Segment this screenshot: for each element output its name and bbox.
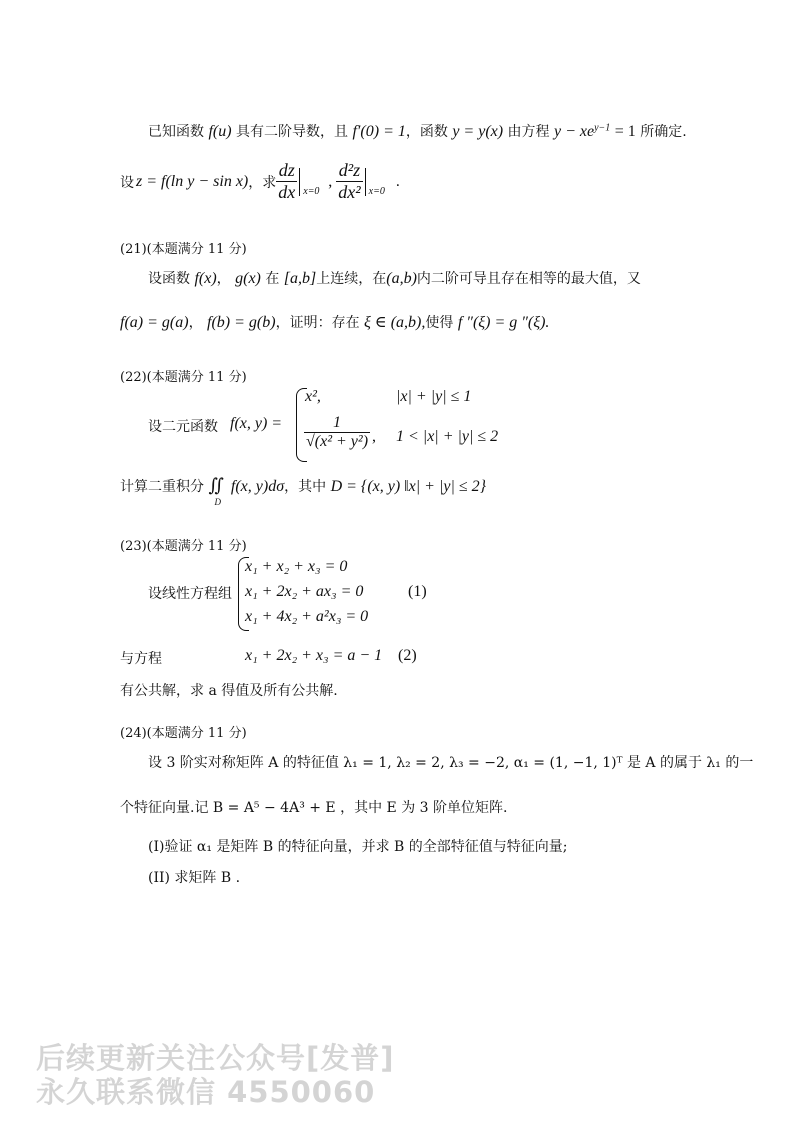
case-2-fraction [304,414,370,451]
case-1-value: x², [305,388,321,405]
text: 具有二阶导数，且 [236,124,349,140]
fraction-denominator: dx [278,182,296,202]
problem-20-line-1 [148,121,687,141]
problem-24-heading: (24)(本题满分 11 分) [120,726,247,741]
problem-22-heading: (22)(本题满分 11 分) [120,370,247,385]
fraction-d2z-dx2 [336,160,362,203]
math-equation: y − xe [554,123,595,140]
math-exponent: y−1 [594,122,611,134]
math-second-derivative: f ″(ξ) = g ″(ξ). [457,314,550,331]
case-2-comma: , [372,428,376,445]
equation-label-1: (1) [408,583,427,600]
fraction-denominator: dx² [338,182,361,202]
evaluation-point: x=0 [303,185,320,197]
case-1-condition: |x| + |y| ≤ 1 [396,388,472,405]
problem-22-intro: 设二元函数 [148,419,218,435]
problem-21-heading: (21)(本题满分 11 分) [120,242,247,257]
problem-21-line-1: 设函数 f(x)， g(x) 在 [a,b]上连续，在(a,b)内二阶可导且存在相等的最大值，又 [148,270,641,287]
text: ，函数 [405,124,448,140]
problem-22-line-2 [120,475,487,507]
problem-23-question: 有公共解，求 a 得值及所有公共解. [120,683,338,699]
text: 计算二重积分 [120,479,204,495]
case-2-condition: 1 < |x| + |y| ≤ 2 [396,428,499,445]
problem-24-line-2: 个特征向量.记 B = A⁵ − 4A³ + E ，其中 E 为 3 阶单位矩阵. [120,800,508,816]
evaluation-point: x=0 [368,185,385,197]
fraction-dz-dx [276,160,297,203]
problem-24-part-1: (I)验证 α₁ 是矩阵 B 的特征向量，并求 B 的全部特征值与特征向量; [148,839,568,855]
problem-23-heading: (23)(本题满分 11 分) [120,539,247,554]
math-g-x: g(x) [235,270,261,287]
fraction-numerator: 1 [304,414,370,433]
text: ，求 [248,174,277,191]
problem-23-with: 与方程 [120,651,162,667]
problem-24-part-2: (II) 求矩阵 B . [148,870,241,886]
math-condition: f′(0) = 1 [352,123,406,140]
integral-domain: D [214,497,221,507]
math-closed-interval: [a,b] [283,270,317,287]
math-f-x: f(x) [194,270,217,287]
math-xi: ξ ∈ (a,b), [364,314,426,331]
system-eq-2: x₁ + 2x₂ + ax₃ = 0 [245,583,364,600]
text: 设 [120,174,134,191]
text: 已知函数 [148,124,204,140]
watermark-line-2: 永久联系微信 4550060 [36,1075,376,1109]
fraction-numerator: dz [276,160,297,182]
text: ，证明：存在 [275,315,360,331]
double-integral [208,475,226,507]
math-f-u: f(u) [208,123,232,140]
math-equality: f(b) = g(b) [207,314,276,331]
math-integrand: f(x, y)dσ [230,478,285,495]
equation-2: x₁ + 2x₂ + x₃ = a − 1 [245,647,383,664]
math-y-of-x: y = y(x) [452,123,504,140]
math-equals-one: = 1 [614,123,636,140]
problem-23-intro: 设线性方程组 [148,586,232,602]
text: ，其中 [284,479,327,495]
system-eq-1: x₁ + x₂ + x₃ = 0 [245,558,348,575]
fraction [304,414,370,451]
text: 在 [265,271,280,287]
text: 由方程 [507,124,550,140]
evaluation-bar [365,168,385,197]
text: . [395,173,401,190]
equation-label-2: (2) [398,647,417,664]
system-eq-3: x₁ + 4x₂ + a²x₃ = 0 [245,608,369,625]
fraction-denominator: √(x² + y²) [306,433,369,450]
fraction-numerator: d²z [336,160,362,182]
math-equality: f(a) = g(a) [120,314,189,331]
math-f-x-y: f(x, y) = [230,415,283,432]
text: 使得 [425,315,454,331]
math-domain: D = {(x, y) ‖x| + |y| ≤ 2} [330,478,487,495]
problem-24-line-1: 设 3 阶实对称矩阵 A 的特征值 λ₁ = 1, λ₂ = 2, λ₃ = −2, α₁ = (1, −1, 1)ᵀ 是 A 的属于 λ₁ 的一 [148,755,754,771]
problem-20-line-2: 设 z = f(ln y − sin x) ，求 $\frac{dz}{dx}$ x=0 , $\frac{\text{d²z}}{\text{dx²}}$ x=0 . [120,160,401,202]
text: 所确定. [640,124,687,140]
text: 内二阶可导且存在相等的最大值，又 [416,271,641,287]
math-open-interval: (a,b) [386,270,417,287]
problem-21-line-2: f(a) = g(a)， f(b) = g(b)，证明：存在 ξ ∈ (a,b),使得 f ″(ξ) = g ″(ξ). [120,314,550,331]
watermark-line-1: 后续更新关注公众号[发普] [36,1041,395,1075]
math-z-definition: z = f(ln y − sin x) [136,172,249,190]
text: 上连续，在 [316,271,387,287]
integral-sign: ∬ [208,475,224,495]
text: 设函数 [148,271,190,287]
evaluation-bar [299,168,320,197]
